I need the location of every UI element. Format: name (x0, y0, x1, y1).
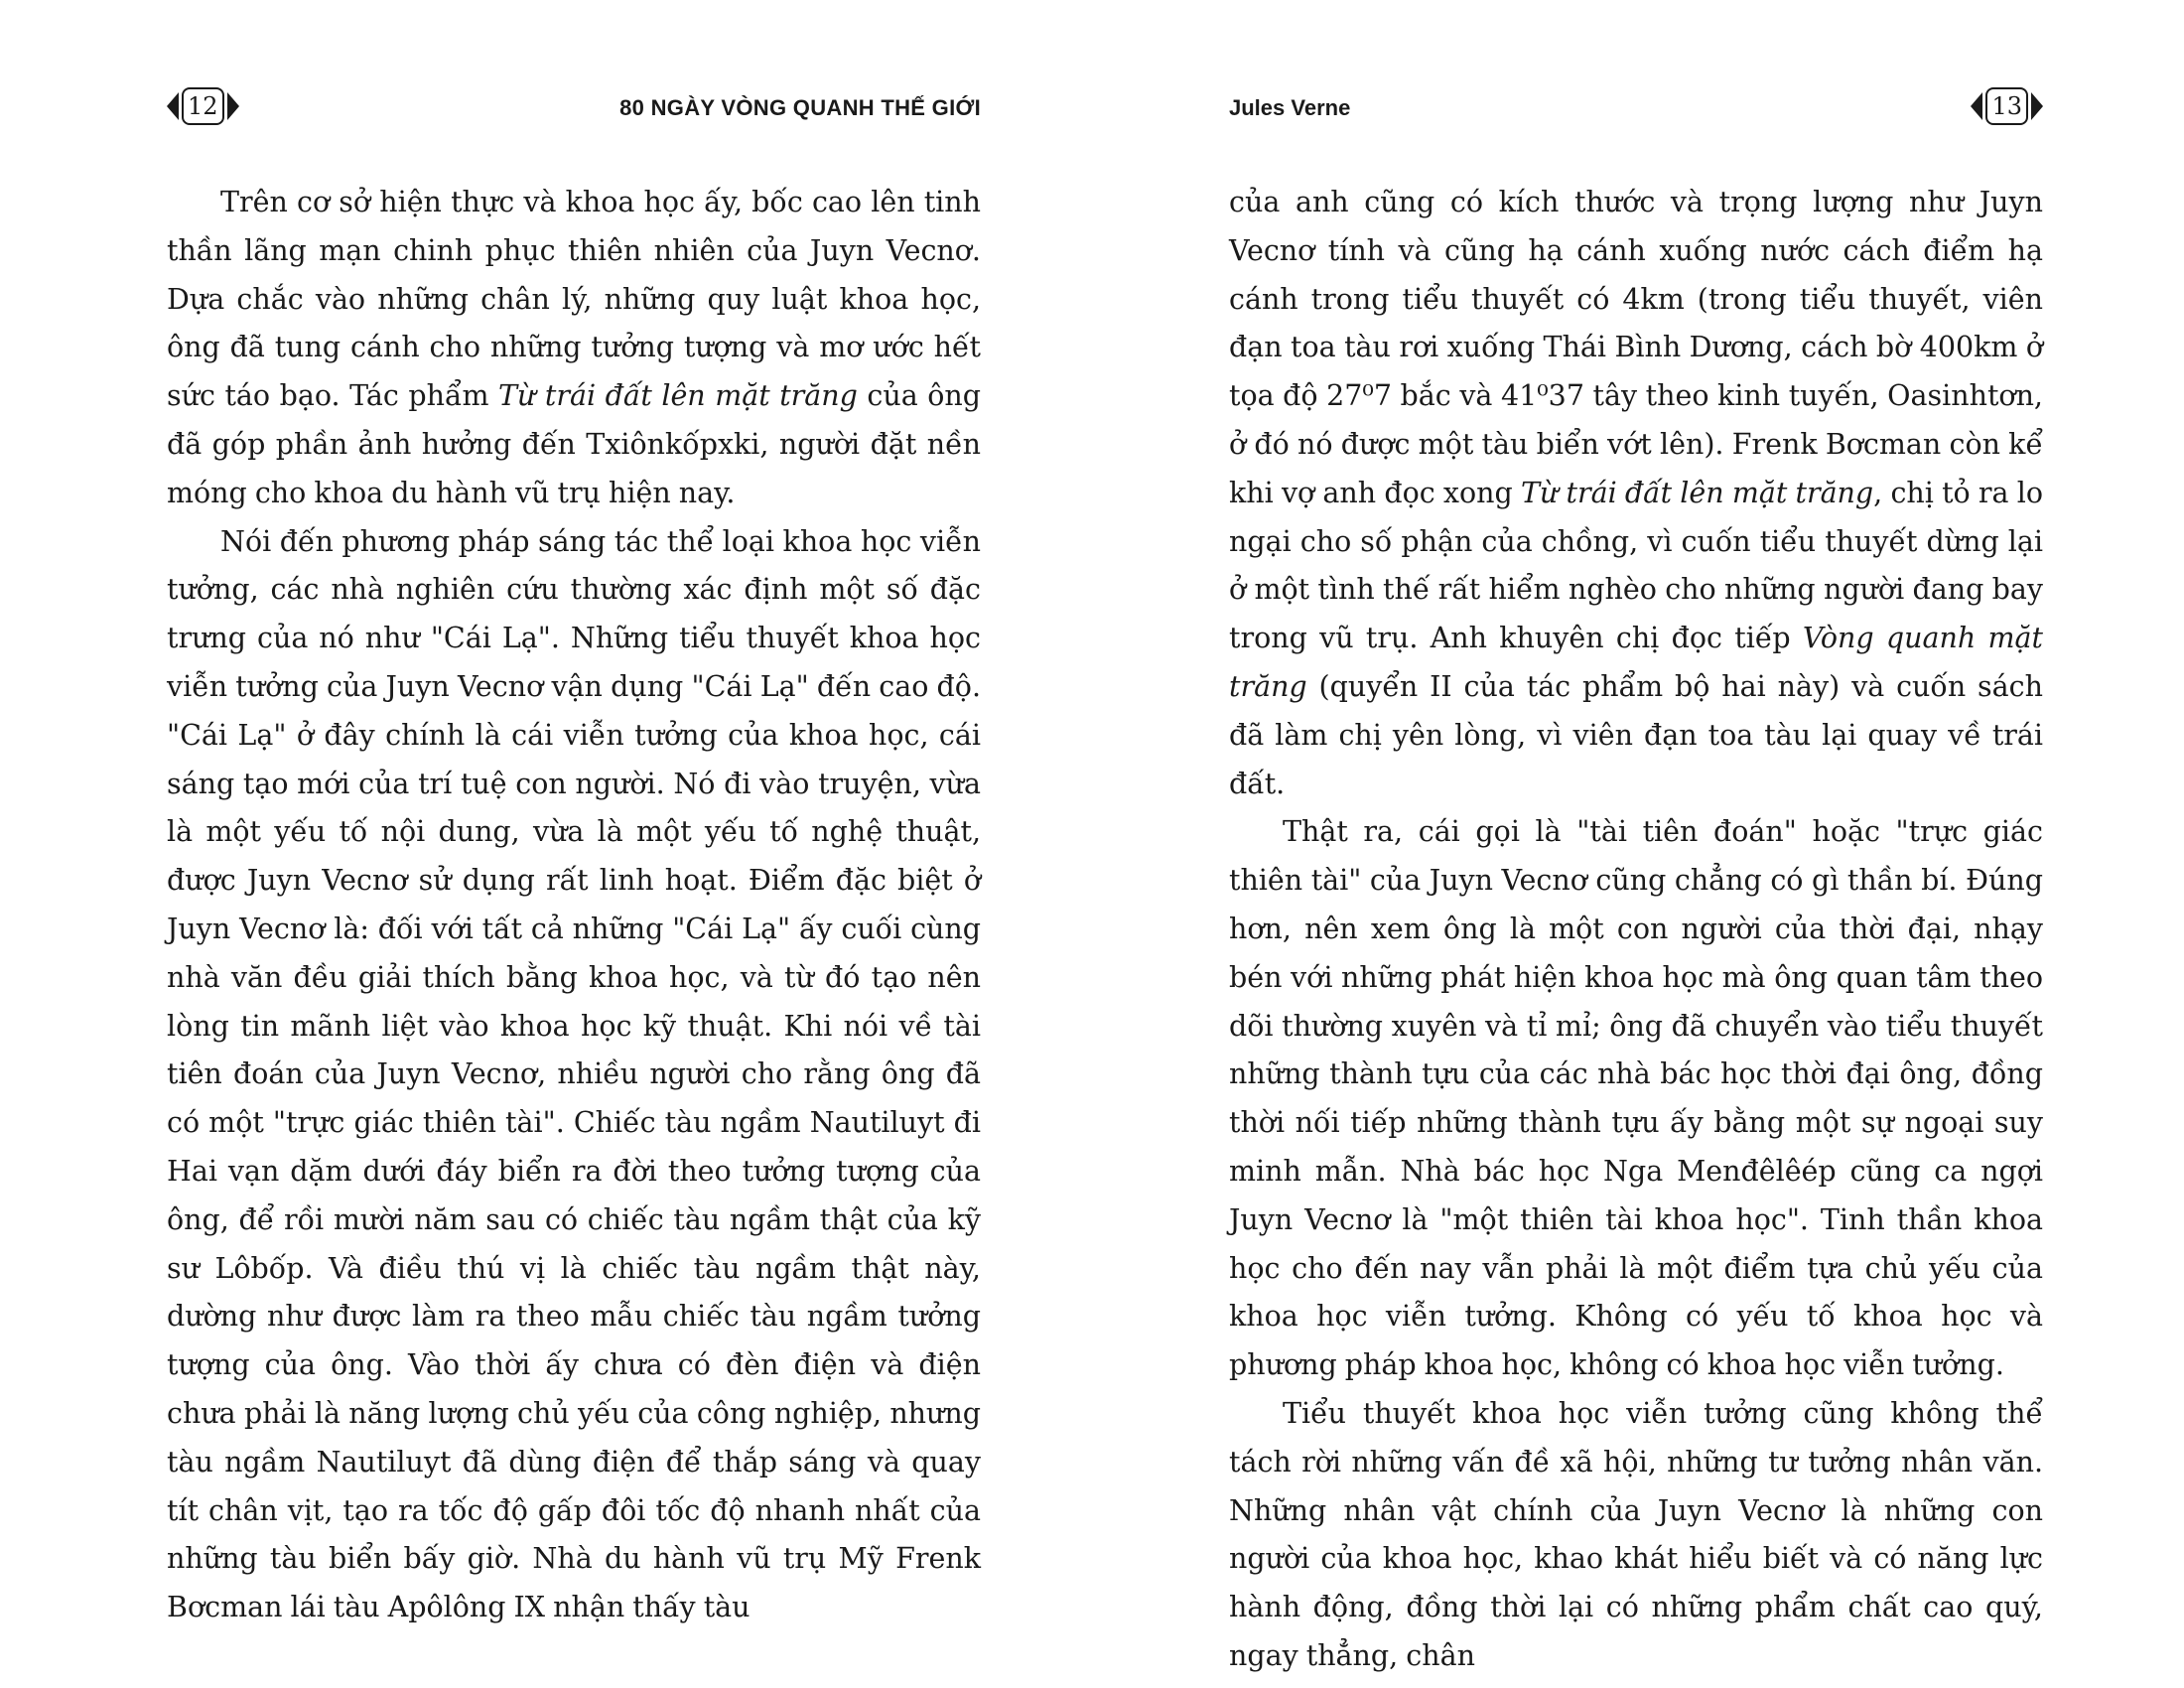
triangle-left-icon (167, 92, 179, 120)
left-page-header (167, 87, 981, 135)
page-number-badge (1971, 87, 2043, 125)
text-run: Nói đến phương pháp sáng tác thể loại khoa học viễn tưởng, các nhà nghiên cứu thường xác định một số đặc trưng của nó như "Cái Lạ". Những tiểu thuyết khoa học viễn tưởng của Juyn Vecnơ vận dụng "Cái Lạ" đến cao độ. "Cái Lạ" ở đây chính là cái viễn tưởng của khoa học, cái sáng tạo mới của trí tuệ con người. Nó đi vào truyện, vừa là một yếu tố nội dung, vừa là một yếu tố nghệ thuật, được Juyn Vecnơ sử dụng rất linh hoạt. Điểm đặc biệt ở Juyn Vecnơ là: đối với tất cả những "Cái Lạ" ấy cuối cùng nhà văn đều giải thích bằng khoa học, và từ đó tạo nên lòng tin mãnh liệt vào khoa học kỹ thuật. Khi nói về tài tiên đoán của Juyn Vecnơ, nhiều người cho rằng ông đã có một "trực giác thiên tài". Chiếc tàu ngầm Nautiluyt đi Hai vạn dặm dưới đáy biển ra đời theo tưởng tượng của ông, để rồi mười năm sau có chiếc tàu ngầm thật của kỹ sư Lôbốp. Và điều thú vị là chiếc tàu ngầm thật này, dường như được làm ra theo mẫu chiếc tàu ngầm tưởng tượng của ông. Vào thời ấy chưa có đèn điện và điện chưa phải là năng lượng chủ yếu của công nghiệp, nhưng tàu ngầm Nautiluyt đã dùng điện để thắp sáng và quay tít chân vịt, tạo ra tốc độ gấp đôi tốc độ nhanh nhất của những tàu biển bấy giờ. Nhà du hành vũ trụ Mỹ Frenk Bơcman lái tàu Apôlông IX nhận thấy tàu (167, 524, 981, 1624)
running-author: Jules Verne (1229, 95, 1351, 120)
running-title: 80 NGÀY VÒNG QUANH THẾ GIỚI (619, 95, 981, 120)
text-run: của ông đã góp phần ảnh hưởng đến Txiônkốpxki, người đặt nền móng cho khoa du hành vũ trụ hiện nay. (167, 379, 982, 509)
text-run: Thật ra, cái gọi là "tài tiên đoán" hoặc "trực giác thiên tài" của Juyn Vecnơ cũng chẳng có gì thần bí. Đúng hơn, nên xem ông là một con người của thời đại, nhạy bén với những phát hiện khoa học mà ông quan tâm theo dõi thường xuyên và tỉ mỉ; ông đã chuyển vào tiểu thuyết những thành tựu của các nhà bác học thời đại ông, đồng thời nối tiếp những thành tựu ấy bằng một sự ngoại suy minh mẫn. Nhà bác học Nga Menđêlêép cũng ca ngợi Juyn Vecnơ là "một thiên tài khoa học". Tinh thần khoa học cho đến nay vẫn phải là một điểm tựa chủ yếu của khoa học viễn tưởng. Không có yếu tố khoa học và phương pháp khoa học, không có khoa học viễn tưởng. (1229, 815, 2043, 1382)
page-number: 12 (182, 87, 224, 125)
text-run: (quyển II của tác phẩm bộ hai này) và cuốn sách đã làm chị yên lòng, vì viên đạn toa tàu lại quay về trái đất. (1229, 669, 2043, 800)
text-run: Trên cơ sở hiện thực và khoa học ấy, bốc cao lên tinh thần lãng mạn chinh phục thiên nhiên của Juyn Vecnơ. Dựa chắc vào những chân lý, những quy luật khoa học, ông đã tung cánh cho những tưởng tượng và mơ ước hết sức táo bạo. Tác phẩm (167, 186, 981, 413)
italic-title: Từ trái đất lên mặt trăng (1520, 476, 1874, 509)
right-page-header (1229, 87, 2043, 135)
right-body-text (1229, 179, 2043, 1681)
triangle-right-icon (227, 92, 239, 120)
italic-title: Vòng quanh mặt trăng (1229, 622, 2043, 703)
paragraph (1229, 808, 2043, 1390)
triangle-left-icon (1971, 92, 1982, 120)
text-run: Tiểu thuyết khoa học viễn tưởng cũng không thể tách rời những vấn đề xã hội, những tư tưởng nhân văn. Những nhân vật chính của Juyn Vecnơ là những con người của khoa học, khao khát hiểu biết và có năng lực hành động, đồng thời lại có những phẩm chất cao quý, ngay thẳng, chân (1229, 1396, 2043, 1672)
paragraph (167, 518, 981, 1632)
paragraph (167, 179, 981, 518)
paragraph (1229, 1390, 2043, 1681)
page-number-badge (167, 87, 239, 125)
page-number: 13 (1985, 87, 2028, 125)
text-run: , chị tỏ ra lo ngại cho số phận của chồng, vì cuốn tiểu thuyết dừng lại ở một tình thế rất hiểm nghèo cho những người đang bay trong vũ trụ. Anh khuyên chị đọc tiếp (1229, 476, 2043, 655)
triangle-right-icon (2031, 92, 2043, 120)
paragraph (1229, 179, 2043, 808)
left-body-text (167, 179, 981, 1632)
italic-title: Từ trái đất lên mặt trăng (498, 379, 858, 413)
text-run: của anh cũng có kích thước và trọng lượng như Juyn Vecnơ tính và cũng hạ cánh xuống nước cách điểm hạ cánh trong tiểu thuyết có 4km (trong tiểu thuyết, viên đạn toa tàu rơi xuống Thái Bình Dương, cách bờ 400km ở tọa độ 27⁰7 bắc và 41⁰37 tây theo kinh tuyến, Oasinhtơn, ở đó nó được một tàu biển vớt lên). Frenk Bơcman còn kể khi vợ anh đọc xong (1229, 186, 2043, 509)
